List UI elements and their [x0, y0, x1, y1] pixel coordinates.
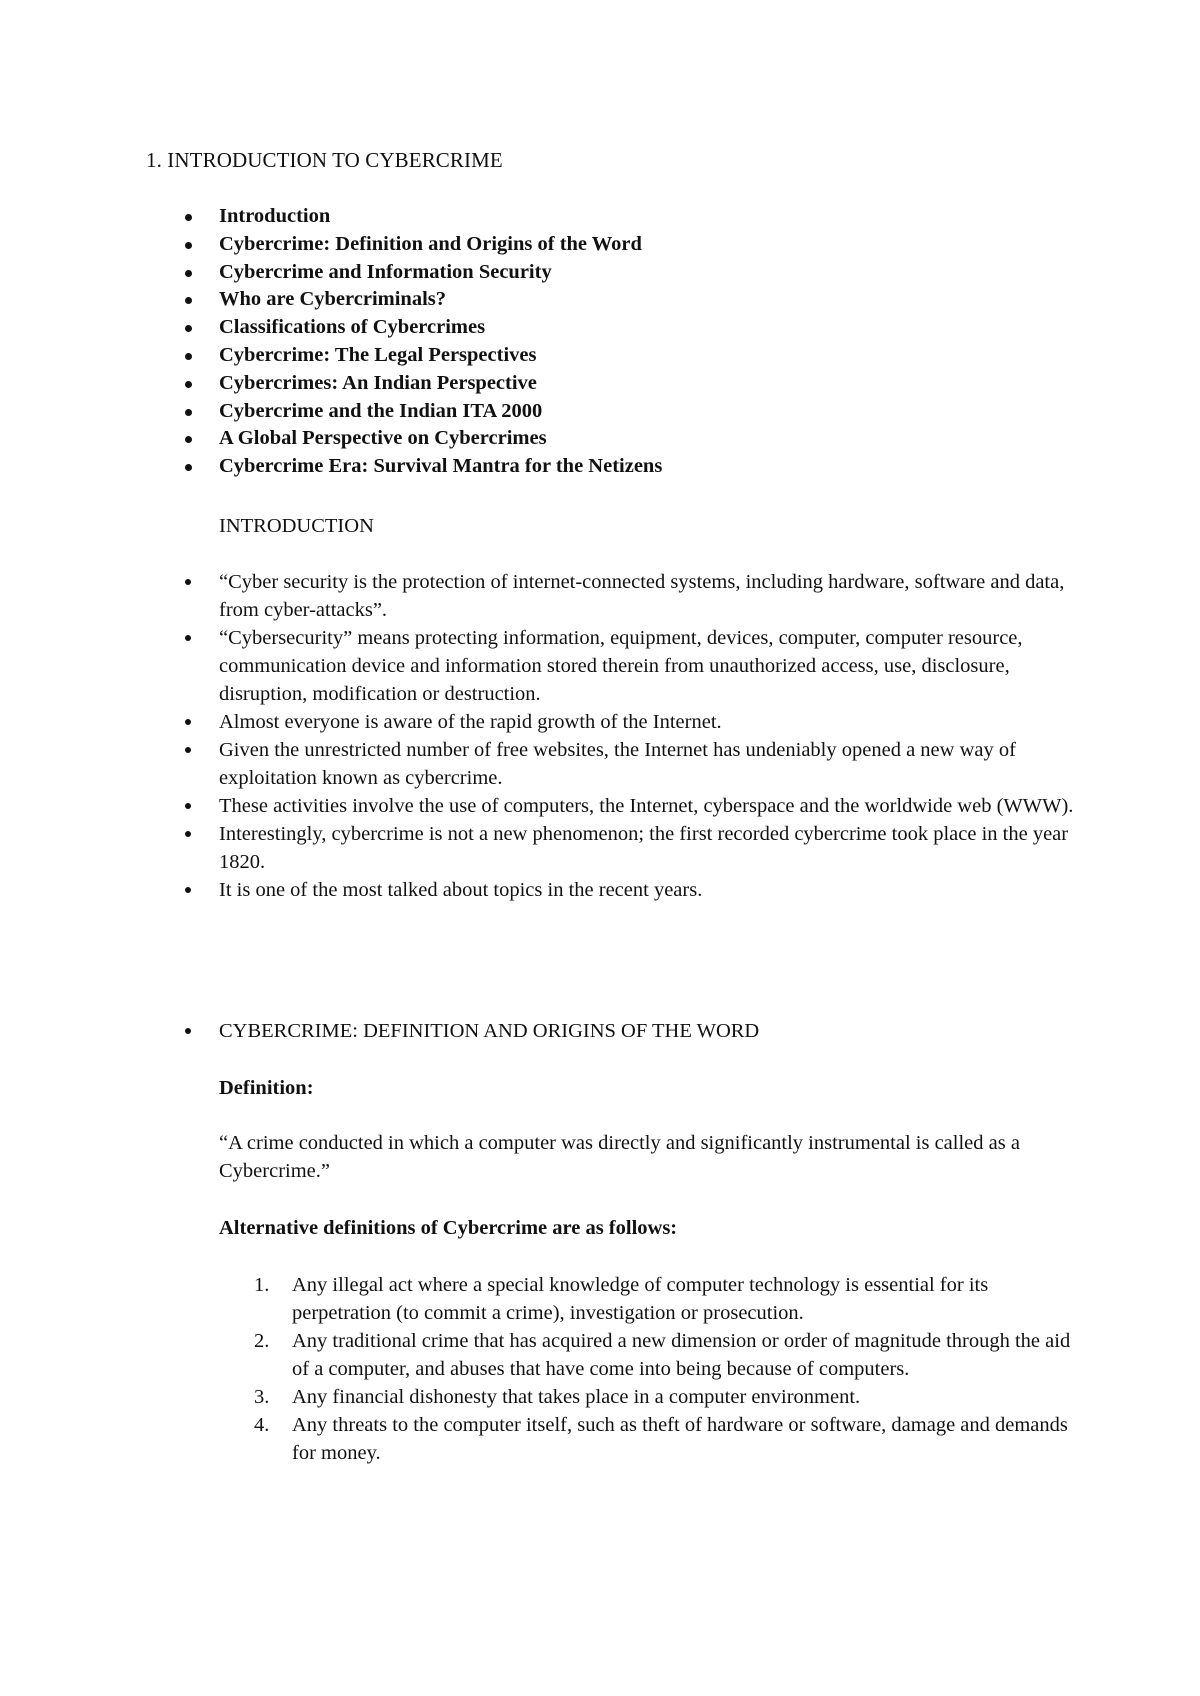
- toc-item: Cybercrime: The Legal Perspectives: [185, 342, 1085, 370]
- intro-point: “Cyber security is the protection of internet-connected systems, including hardware, software and data, from cyber-attacks”.: [185, 568, 1085, 624]
- bullet-icon: [185, 353, 192, 360]
- alt-definition-item: 2. Any traditional crime that has acquired a new dimension or order of magnitude through the aid of a computer, and abuses that have come into being because of computers.: [254, 1327, 1084, 1383]
- bullet-icon: [185, 635, 191, 641]
- alternative-definitions-list: [254, 1271, 1084, 1467]
- toc-item: Cybercrime: Definition and Origins of the Word: [185, 231, 1085, 259]
- bullet-icon: [185, 242, 192, 249]
- bullet-icon: [185, 579, 191, 585]
- bullet-icon: [185, 887, 191, 893]
- toc-item: Cybercrimes: An Indian Perspective: [185, 370, 1085, 398]
- intro-point: Almost everyone is aware of the rapid growth of the Internet.: [185, 708, 1085, 736]
- alt-definition-item: 1. Any illegal act where a special knowledge of computer technology is essential for its perpetration (to commit a crime), investigation or prosecution.: [254, 1271, 1084, 1327]
- introduction-heading: INTRODUCTION: [219, 515, 374, 537]
- intro-point: These activities involve the use of computers, the Internet, cyberspace and the worldwide web (WWW).: [185, 792, 1085, 820]
- intro-point: Interestingly, cybercrime is not a new phenomenon; the first recorded cybercrime took place in the year 1820.: [185, 820, 1085, 876]
- bullet-icon: [185, 747, 191, 753]
- bullet-icon: [185, 325, 192, 332]
- introduction-list: [185, 568, 1085, 904]
- toc-list: [185, 203, 1085, 481]
- toc-item: Cybercrime Era: Survival Mantra for the Netizens: [185, 453, 1085, 481]
- bullet-icon: [185, 381, 192, 388]
- bullet-icon: [185, 214, 192, 221]
- definition-quote: “A crime conducted in which a computer was directly and significantly instrumental is called as a Cybercrime.”: [219, 1132, 1020, 1182]
- list-number: 4.: [254, 1414, 270, 1436]
- bullet-icon: [185, 270, 192, 277]
- list-number: 3.: [254, 1386, 270, 1408]
- bullet-icon: [185, 719, 191, 725]
- bullet-icon: [185, 803, 191, 809]
- toc-item: Who are Cybercriminals?: [185, 286, 1085, 314]
- definition-label: Definition:: [219, 1077, 314, 1099]
- bullet-icon: [185, 1028, 191, 1034]
- alt-definition-item: 4. Any threats to the computer itself, such as theft of hardware or software, damage and demands for money.: [254, 1411, 1084, 1467]
- bullet-icon: [185, 464, 192, 471]
- toc-item: Classifications of Cybercrimes: [185, 314, 1085, 342]
- bullet-icon: [185, 297, 192, 304]
- toc-item: Introduction: [185, 203, 1085, 231]
- page-title: 1. INTRODUCTION TO CYBERCRIME: [146, 148, 503, 172]
- list-number: 1.: [254, 1274, 270, 1296]
- toc-item: Cybercrime and the Indian ITA 2000: [185, 398, 1085, 426]
- bullet-icon: [185, 436, 192, 443]
- alt-definition-item: 3. Any financial dishonesty that takes place in a computer environment.: [254, 1383, 1084, 1411]
- section-heading: CYBERCRIME: DEFINITION AND ORIGINS OF THE WORD: [185, 1017, 759, 1045]
- bullet-icon: [185, 831, 191, 837]
- alternative-definitions-heading: Alternative definitions of Cybercrime are as follows:: [219, 1217, 678, 1239]
- intro-point: It is one of the most talked about topics in the recent years.: [185, 876, 1085, 904]
- list-number: 2.: [254, 1330, 270, 1352]
- intro-point: “Cybersecurity” means protecting information, equipment, devices, computer, computer resource, communication device and information stored therein from unauthorized access, use, disclosure, disruption, modification or destruction.: [185, 624, 1085, 708]
- bullet-icon: [185, 409, 192, 416]
- toc-item: A Global Perspective on Cybercrimes: [185, 425, 1085, 453]
- intro-point: Given the unrestricted number of free websites, the Internet has undeniably opened a new way of exploitation known as cybercrime.: [185, 736, 1085, 792]
- toc-item: Cybercrime and Information Security: [185, 259, 1085, 287]
